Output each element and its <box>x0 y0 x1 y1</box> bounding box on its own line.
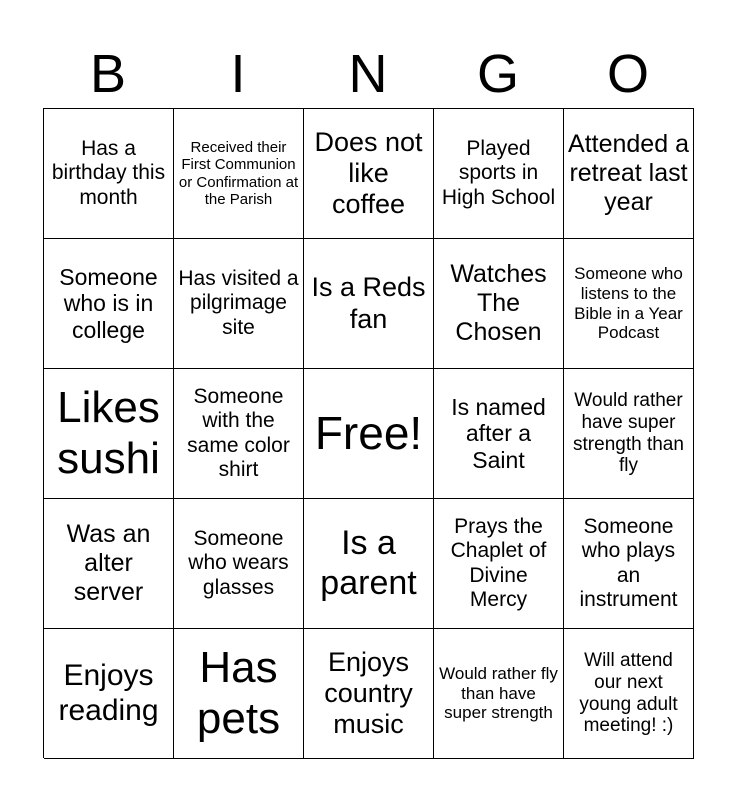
bingo-cell-r1c2[interactable]: Received their First Communion or Confirmation at the Parish <box>174 109 304 239</box>
bingo-cell-r4c3[interactable]: Is a parent <box>304 499 434 629</box>
bingo-cell-r3c2[interactable]: Someone with the same color shirt <box>174 369 304 499</box>
header-letter-i: I <box>230 44 246 104</box>
bingo-cell-r5c4[interactable]: Would rather fly than have super strength <box>434 629 564 759</box>
bingo-cell-r3c1[interactable]: Likes sushi <box>44 369 174 499</box>
bingo-cell-r1c4[interactable]: Played sports in High School <box>434 109 564 239</box>
bingo-cell-r4c2[interactable]: Someone who wears glasses <box>174 499 304 629</box>
header-letter-g: G <box>476 44 519 104</box>
bingo-cell-r3c4[interactable]: Is named after a Saint <box>434 369 564 499</box>
bingo-header <box>43 40 693 108</box>
bingo-cell-r2c4[interactable]: Watches The Chosen <box>434 239 564 369</box>
bingo-cell-r5c2[interactable]: Has pets <box>174 629 304 759</box>
header-letter-o: O <box>606 44 649 104</box>
bingo-cell-r2c2[interactable]: Has visited a pilgrimage site <box>174 239 304 369</box>
bingo-cell-r4c5[interactable]: Someone who plays an instrument <box>564 499 694 629</box>
bingo-cell-r1c1[interactable]: Has a birthday this month <box>44 109 174 239</box>
header-letter-b: B <box>89 44 127 104</box>
header-letter-n: N <box>348 44 388 104</box>
bingo-cell-r1c5[interactable]: Attended a retreat last year <box>564 109 694 239</box>
bingo-board <box>43 108 694 758</box>
bingo-cell-r5c3[interactable]: Enjoys country music <box>304 629 434 759</box>
bingo-cell-r5c1[interactable]: Enjoys reading <box>44 629 174 759</box>
bingo-cell-r1c3[interactable]: Does not like coffee <box>304 109 434 239</box>
bingo-cell-r4c1[interactable]: Was an alter server <box>44 499 174 629</box>
bingo-cell-r2c1[interactable]: Someone who is in college <box>44 239 174 369</box>
bingo-cell-r3c5[interactable]: Would rather have super strength than fly <box>564 369 694 499</box>
bingo-cell-r4c4[interactable]: Prays the Chaplet of Divine Mercy <box>434 499 564 629</box>
bingo-cell-r2c5[interactable]: Someone who listens to the Bible in a Year Podcast <box>564 239 694 369</box>
bingo-cell-r2c3[interactable]: Is a Reds fan <box>304 239 434 369</box>
bingo-cell-free[interactable]: Free! <box>304 369 434 499</box>
bingo-cell-r5c5[interactable]: Will attend our next young adult meeting! :) <box>564 629 694 759</box>
